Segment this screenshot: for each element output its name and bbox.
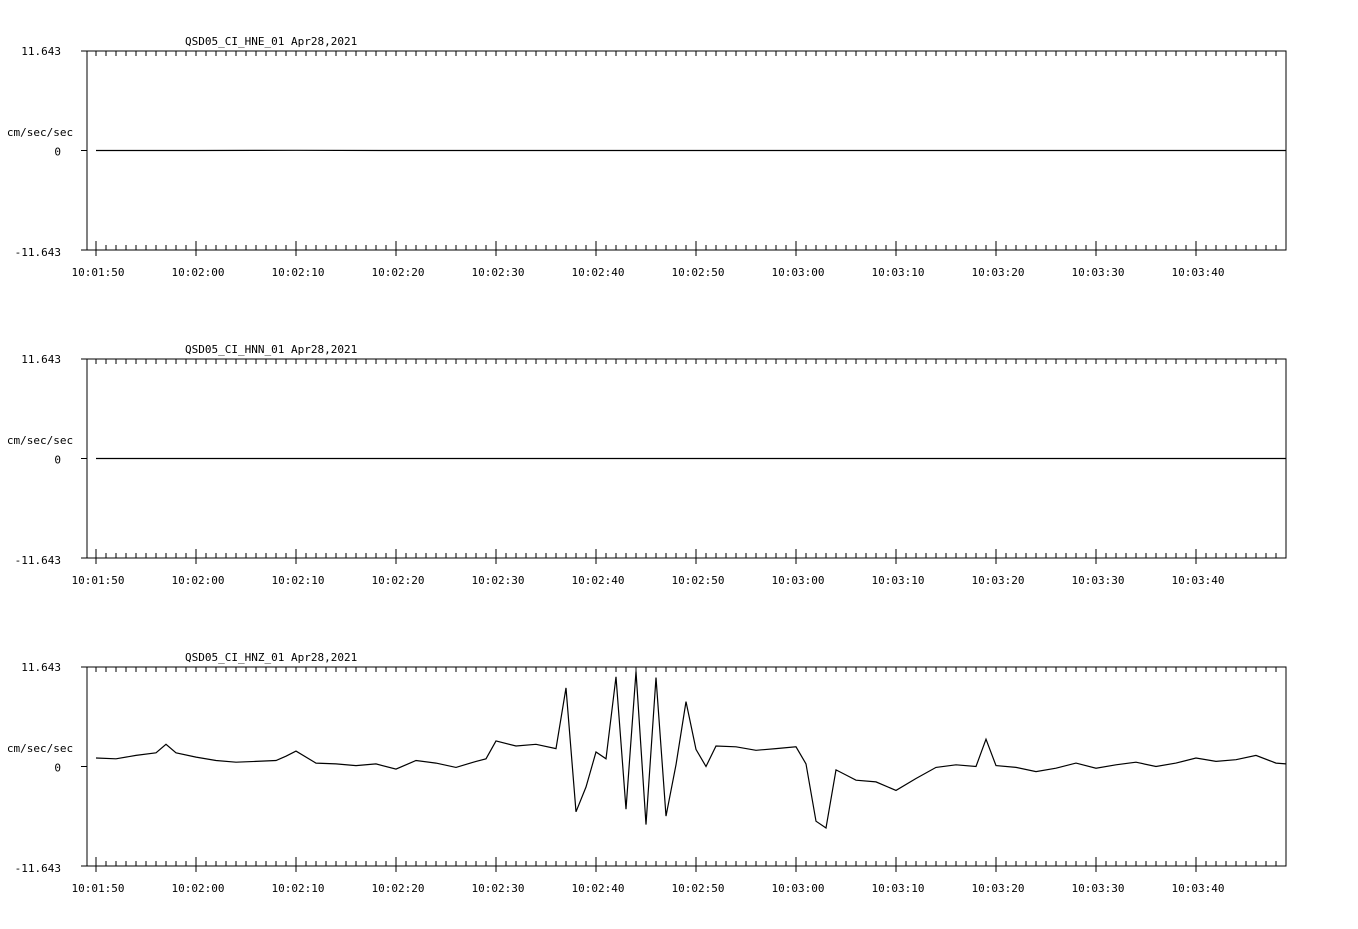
x-tick-label: 10:02:10 [272, 266, 325, 279]
y-tick-label: 11.643 [21, 661, 61, 674]
y-tick-label: 11.643 [21, 353, 61, 366]
x-tick-label: 10:03:10 [872, 266, 925, 279]
x-tick-label: 10:03:10 [872, 574, 925, 587]
x-tick-label: 10:02:20 [372, 266, 425, 279]
panel-title: QSD05_CI_HNZ_01 Apr28,2021 [185, 651, 357, 664]
x-tick-label: 10:03:40 [1172, 266, 1225, 279]
x-tick-label: 10:03:30 [1072, 574, 1125, 587]
x-tick-label: 10:03:00 [772, 882, 825, 895]
x-tick-label: 10:02:40 [572, 882, 625, 895]
y-tick-label: -11.643 [15, 554, 61, 567]
panel-1 [7, 35, 1286, 279]
x-tick-label: 10:02:10 [272, 574, 325, 587]
y-axis-label: cm/sec/sec [7, 434, 73, 447]
y-tick-label: 0 [54, 762, 61, 775]
x-tick-label: 10:01:50 [72, 882, 125, 895]
panel-3 [7, 651, 1286, 895]
y-tick-label: 11.643 [21, 45, 61, 58]
x-tick-label: 10:03:20 [972, 574, 1025, 587]
x-tick-label: 10:01:50 [72, 266, 125, 279]
x-tick-label: 10:02:50 [672, 882, 725, 895]
x-tick-label: 10:02:50 [672, 574, 725, 587]
x-tick-label: 10:03:00 [772, 574, 825, 587]
x-tick-label: 10:02:20 [372, 574, 425, 587]
x-tick-label: 10:03:20 [972, 266, 1025, 279]
y-tick-label: 0 [54, 454, 61, 467]
x-tick-label: 10:02:30 [472, 574, 525, 587]
y-axis-label: cm/sec/sec [7, 742, 73, 755]
x-tick-label: 10:03:00 [772, 266, 825, 279]
y-axis-label: cm/sec/sec [7, 126, 73, 139]
x-tick-label: 10:02:50 [672, 266, 725, 279]
x-tick-label: 10:02:10 [272, 882, 325, 895]
x-tick-label: 10:03:40 [1172, 574, 1225, 587]
x-tick-label: 10:03:20 [972, 882, 1025, 895]
panel-title: QSD05_CI_HNE_01 Apr28,2021 [185, 35, 357, 48]
x-tick-label: 10:02:20 [372, 882, 425, 895]
x-tick-label: 10:03:10 [872, 882, 925, 895]
x-tick-label: 10:02:00 [172, 882, 225, 895]
x-tick-label: 10:02:30 [472, 882, 525, 895]
x-tick-label: 10:02:40 [572, 266, 625, 279]
y-tick-label: 0 [54, 146, 61, 159]
x-tick-label: 10:02:30 [472, 266, 525, 279]
panel-2 [7, 343, 1286, 587]
x-tick-label: 10:01:50 [72, 574, 125, 587]
y-tick-label: -11.643 [15, 862, 61, 875]
x-tick-label: 10:02:40 [572, 574, 625, 587]
x-tick-label: 10:02:00 [172, 266, 225, 279]
y-tick-label: -11.643 [15, 246, 61, 259]
x-tick-label: 10:03:30 [1072, 882, 1125, 895]
trace-line [96, 672, 1286, 828]
x-tick-label: 10:03:30 [1072, 266, 1125, 279]
x-tick-label: 10:02:00 [172, 574, 225, 587]
panel-title: QSD05_CI_HNN_01 Apr28,2021 [185, 343, 357, 356]
x-tick-label: 10:03:40 [1172, 882, 1225, 895]
